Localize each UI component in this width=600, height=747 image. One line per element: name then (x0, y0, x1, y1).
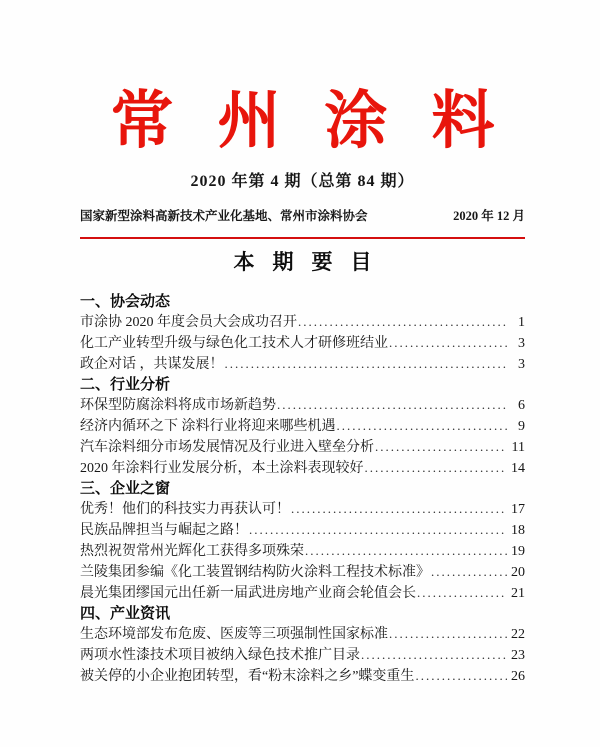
toc-item-page: 6 (518, 398, 525, 413)
toc-item-leader-dots (417, 583, 507, 604)
toc-item (80, 583, 525, 604)
publisher-name: 国家新型涂料高新技术产业化基地、常州市涂料协会 (80, 209, 368, 223)
toc-item-leader-dots (375, 437, 507, 458)
contents-header-char: 本 (233, 250, 255, 274)
toc-item-page: 21 (511, 586, 525, 601)
toc-item-title: 优秀！他们的科技实力再获认可！ (80, 502, 290, 517)
toc-item-page: 17 (511, 502, 525, 517)
toc-item-leader-dots (365, 458, 508, 479)
toc-item (80, 562, 525, 583)
toc-section (80, 375, 525, 479)
toc-item-page: 3 (518, 336, 525, 351)
toc-item (80, 520, 525, 541)
toc-item (80, 395, 525, 416)
journal-title-char: 料 (431, 86, 495, 156)
toc-item-page: 9 (518, 419, 525, 434)
issue-line: 2020 年第 4 期（总第 84 期） (190, 173, 415, 190)
toc-item-title: 两项水性漆技术项目被纳入绿色技术推广目录 (80, 648, 360, 663)
journal-title-char: 涂 (324, 86, 388, 156)
toc-item-leader-dots (337, 416, 508, 437)
toc-item-leader-dots (249, 520, 507, 541)
toc-item (80, 499, 525, 520)
toc-section-heading: 四、产业资讯 (80, 606, 171, 622)
page-content (80, 0, 525, 687)
contents-header (80, 249, 525, 275)
toc-item-title: 市涂协 2020 年度会员大会成功召开 (80, 315, 297, 330)
toc-item-page: 14 (511, 461, 525, 476)
toc-item-page: 1 (518, 315, 525, 330)
toc-item-title: 汽车涂料细分市场发展情况及行业进入壁垒分析 (80, 440, 374, 455)
toc-item-leader-dots (225, 354, 508, 375)
toc-section (80, 479, 525, 604)
toc-item (80, 312, 525, 333)
toc-item (80, 333, 525, 354)
toc-section-items (80, 499, 525, 604)
toc-item-leader-dots (415, 666, 507, 687)
toc-item-title: 兰陵集团参编《化工装置钢结构防火涂料工程技术标准》 (80, 565, 430, 580)
toc-item-title: 民族品牌担当与崛起之路！ (80, 523, 248, 538)
toc-item (80, 541, 525, 562)
toc-item (80, 354, 525, 375)
toc-section-heading: 一、协会动态 (80, 294, 171, 310)
toc-item (80, 624, 525, 645)
toc-section-heading: 三、企业之窗 (80, 481, 171, 497)
toc-item-page: 26 (511, 669, 525, 684)
issue-date: 2020 年 12 月 (453, 209, 525, 223)
toc-item-leader-dots (431, 562, 507, 583)
toc-item-leader-dots (305, 541, 507, 562)
publisher-row (80, 206, 525, 224)
toc-item-leader-dots (298, 312, 507, 333)
toc-item-title: 生态环境部发布危废、医废等三项强制性国家标准 (80, 627, 388, 642)
toc-item-leader-dots (361, 645, 507, 666)
toc-item-title: 晨光集团缪国元出任新一届武进房地产业商会轮值会长 (80, 586, 416, 601)
journal-title-char: 常 (110, 86, 174, 156)
contents-header-char: 目 (350, 250, 372, 274)
toc-item-title: 政企对话 ，共谋发展！ (80, 357, 224, 372)
header-rule (80, 237, 525, 239)
toc-item (80, 416, 525, 437)
toc-item-leader-dots (389, 624, 507, 645)
toc-item-title: 经济内循环之下 涂料行业将迎来哪些机遇 (80, 419, 336, 434)
toc-item-title: 被关停的小企业抱团转型，看“粉末涂料之乡”蝶变重生 (80, 669, 415, 684)
toc-section-items (80, 312, 525, 375)
toc-item-leader-dots (291, 499, 507, 520)
toc-section-items (80, 395, 525, 479)
toc-item (80, 458, 525, 479)
toc-item-page: 22 (511, 627, 525, 642)
toc-item-page: 18 (511, 523, 525, 538)
toc-item-title: 化工产业转型升级与绿色化工技术人才研修班结业 (80, 336, 388, 351)
contents-header-char: 期 (272, 250, 294, 274)
toc-item-page: 23 (511, 648, 525, 663)
toc-section-items (80, 624, 525, 687)
toc-section (80, 604, 525, 687)
toc-item-leader-dots (277, 395, 507, 416)
toc-item-page: 20 (511, 565, 525, 580)
toc-item-title: 环保型防腐涂料将成市场新趋势 (80, 398, 276, 413)
toc-item-page: 19 (511, 544, 525, 559)
contents-header-char: 要 (311, 250, 333, 274)
toc-item (80, 645, 525, 666)
toc-section-heading: 二、行业分析 (80, 377, 171, 393)
toc-item (80, 666, 525, 687)
toc-item-page: 3 (518, 357, 525, 372)
toc-item (80, 437, 525, 458)
toc-item-page: 11 (511, 440, 525, 455)
toc-item-title: 热烈祝贺常州光辉化工获得多项殊荣 (80, 544, 304, 559)
toc-item-title: 2020 年涂料行业发展分析，本土涂料表现较好 (80, 461, 364, 476)
journal-title-char: 州 (217, 86, 281, 156)
toc-item-leader-dots (389, 333, 507, 354)
toc (80, 292, 525, 687)
toc-section (80, 292, 525, 375)
journal-title (80, 86, 525, 156)
